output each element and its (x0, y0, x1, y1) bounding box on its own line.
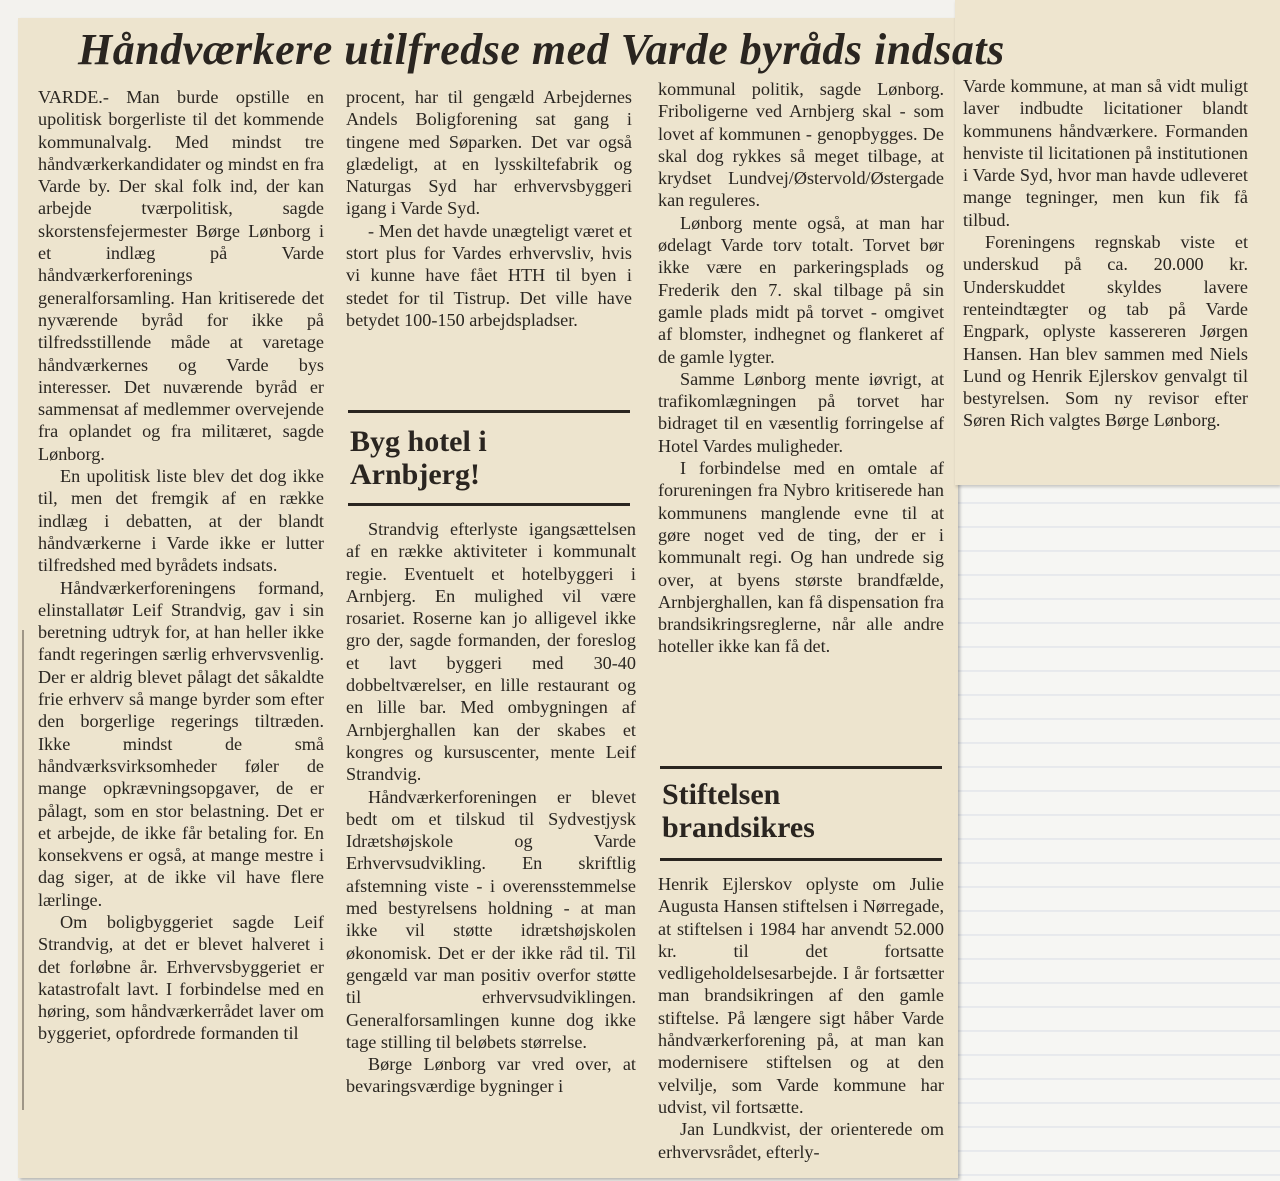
paragraph: Jan Lundkvist, der orienterede om erhvervsrådet, efterly- (658, 1119, 944, 1162)
paragraph: procent, har til gengæld Arbejdernes Andels Boligforening sat gang i tingene med Søparken. Det var også glædeligt, at en lysskiltefabrik og Naturgas Syd har erhvervsbyggeri igang i Varde Syd. (346, 87, 632, 219)
section-rule (660, 858, 942, 861)
paragraph: Samme Lønborg mente iøvrigt, at trafikomlægningen på torvet har bidraget til en væsentlig forringelse af Hotel Vardes muligheder. (658, 368, 944, 456)
paragraph: kommunal politik, sagde Lønborg. Friboligerne ved Arnbjerg skal - som lovet af kommunen - genopbygges. De skal dog rykkes så meget tilbage, at krydset Lundvej/Østervold/Østergade kan reguleres. (658, 79, 944, 211)
paragraph: Strandvig efterlyste igangsættelsen af en række aktiviteter i kommunalt regie. Eventuelt et hotelbyggeri i Arnbjerg. En mulighed vil være rosariet. Roserne kan jo alligevel ikke gro der, sagde formanden, der foreslog et lavt byggeri med 30-40 dobbeltværelser, en lille restaurant og en lille bar. Med ombygningen af Arnbjerghallen kan der skabes et kongres og kursuscenter, mente Leif Strandvig. (346, 519, 636, 785)
article-column-2-continued (346, 518, 636, 1098)
headline: Håndværkere utilfredse med Varde byråds indsats (78, 25, 1005, 74)
paragraph: VARDE.- Man burde opstille en upolitisk borgerliste til det kommende kommunalvalg. Med mindst tre håndværkerkandidater og mindst en fra Varde by. Der skal folk ind, der kan arbejde tværpolitisk, sagde skorstensfejermester Børge Lønborg i et indlæg på Varde håndværkerforenings generalforsamling. Han kritiserede det nyværende byråd for ikke på tilfredsstillende måde at varetage håndværkernes og Varde bys interesser. Det nuværende byråd er sammensat af medlemmer overvejende fra oplandet og fra militæret, sagde Lønborg. (38, 87, 324, 464)
paragraph: Børge Lønborg var vred over, at bevaringsværdige bygninger i (346, 1054, 636, 1097)
article-column-1 (38, 86, 324, 1045)
paragraph: Varde kommune, at man så vidt muligt laver indbudte licitationer blandt kommunens håndværkere. Formanden henviste til licitationen på institutionen i Varde Syd, hvor man havde udleveret mange tegninger, men kun fik få tilbud. (963, 76, 1248, 230)
notebook-paper-background (950, 480, 1280, 1181)
article-column-3-continued (658, 873, 944, 1163)
article-column-4 (963, 75, 1248, 432)
section-rule (348, 503, 630, 506)
paragraph: Lønborg mente også, at man har ødelagt Varde torv totalt. Torvet bør ikke være en parkeringsplads og Frederik den 7. skal tilbage på sin gamle plads midt på torvet - omgivet af blomster, indhegnet og flankeret af de gamle lygter. (658, 212, 944, 367)
section-rule (348, 410, 630, 413)
paragraph: Henrik Ejlerskov oplyste om Julie Augusta Hansen stiftelsen i Nørregade, at stiftelsen i 1984 har anvendt 52.000 kr. til det fortsatte vedligeholdelsesarbejde. I år fortsætter man brandsikringen af den gamle stiftelse. På længere sigt håber Varde håndværkerforening på, at man kan modernisere stiftelsen og at den velvilje, som Varde kommune har udvist, vil fortsætte. (658, 874, 944, 1117)
paragraph: I forbindelse med en omtale af forureningen fra Nybro kritiserede han kommunens manglende evne til at gøre noget ved de ting, der er i kommunalt regi. Og han undrede sig over, at byens største brandfælde, Arnbjerghallen, kan få dispensation fra brandsikringsreglerne, når alle andre hoteller ikke kan få det. (658, 458, 944, 657)
article-column-2 (346, 86, 632, 331)
paragraph: Håndværkerforeningens formand, elinstallatør Leif Strandvig, gav i sin beretning udtryk for, at han heller ikke fandt regeringen særlig erhvervsvenlig. Der er aldrig blevet pålagt det såkaldte frie erhverv så mange byrder som efter den borgerlige regerings tiltræden. Ikke mindst de små håndværksvirksomheder føler de mange opkrævningsopgaver, de er pålagt, som en stor belastning. Det er et arbejde, de ikke får betaling for. En konsekvens er også, at mange mestre i dag siger, at de ikke vil have flere lærlinge. (38, 577, 324, 910)
paragraph: En upolitisk liste blev det dog ikke til, men det fremgik af en række indlæg i debatten, at der blandt håndværkerne i Varde ikke er lutter tilfredshed med byrådets indsats. (38, 466, 324, 576)
subheading-byg-hotel: Byg hotel i Arnbjerg! (350, 425, 487, 491)
section-rule (660, 766, 942, 769)
article-column-3 (658, 78, 944, 658)
subheading-stiftelsen: Stiftelsen brandsikres (662, 778, 815, 844)
paragraph: Om boligbyggeriet sagde Leif Strandvig, at det er blevet halveret i det forløbne år. Erhvervsbyggeriet er katastrofalt lavt. I forbindelse med en høring, som håndværkerrådet laver om byggeriet, opfordrede formanden til (38, 911, 324, 1044)
paragraph: - Men det havde unægteligt været et stort plus for Vardes erhvervsliv, hvis vi kunne have fået HTH til byen i stedet for til Tistrup. Det ville have betydet 100-150 arbejdspladser. (346, 220, 632, 330)
margin-mark (22, 630, 24, 1110)
paragraph: Håndværkerforeningen er blevet bedt om et tilskud til Sydvestjysk Idrætshøjskole og Varde Erhvervsudvikling. En skriftlig afstemning viste - i overensstemmelse med bestyrelsens holdning - at man ikke vil støtte idrætshøjskolen økonomisk. Det er der ikke råd til. Til gengæld var man positiv overfor støtte til erhvervsudviklingen. Generalforsamlingen kunne dog ikke tage stilling til beløbets størrelse. (346, 786, 636, 1052)
paragraph: Foreningens regnskab viste et underskud på ca. 20.000 kr. Underskuddet skyldes lavere renteindtægter og tab på Varde Engpark, oplyste kassereren Jørgen Hansen. Han blev sammen med Niels Lund og Henrik Ejlerskov genvalgt til bestyrelsen. Som ny revisor efter Søren Rich valgtes Børge Lønborg. (963, 232, 1248, 431)
